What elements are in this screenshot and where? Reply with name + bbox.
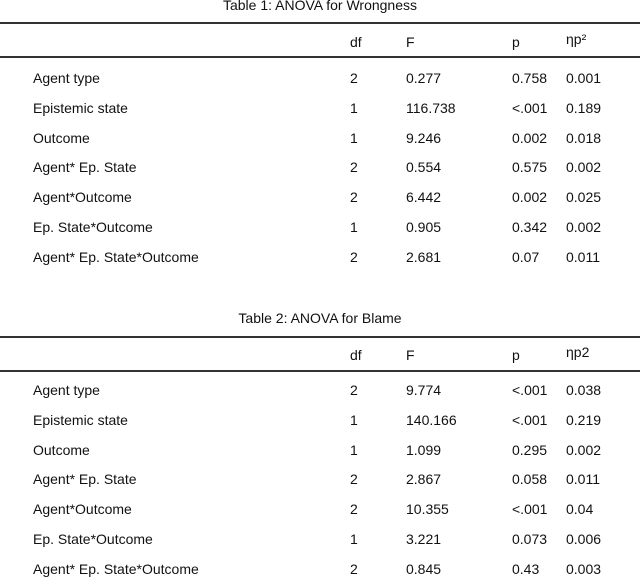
column-header: p xyxy=(512,347,520,363)
cell-value: 2 xyxy=(350,560,358,577)
table-row xyxy=(0,471,640,491)
table-title: Table 1: ANOVA for Wrongness xyxy=(222,0,418,13)
row-label: Ep. State*Outcome xyxy=(33,219,153,235)
table-row xyxy=(0,442,640,462)
header-rule xyxy=(0,56,640,58)
cell-value: <.001 xyxy=(512,382,548,398)
cell-value: 9.246 xyxy=(406,129,442,146)
cell-value: 1 xyxy=(350,99,358,116)
row-label: Agent* Ep. State*Outcome xyxy=(33,560,199,577)
cell-value: 0.002 xyxy=(512,189,548,206)
cell-value: 0.758 xyxy=(512,70,548,86)
cell-value: 0.002 xyxy=(566,219,602,235)
table-row xyxy=(0,382,640,402)
cell-value: 0.43 xyxy=(512,560,540,577)
cell-value: 0.002 xyxy=(566,441,602,458)
table-row xyxy=(0,189,640,209)
column-header: ηp² xyxy=(566,31,587,47)
table-title: Table 2: ANOVA for Blame xyxy=(238,310,402,326)
cell-value: 0.001 xyxy=(566,70,602,86)
cell-value: 0.905 xyxy=(406,219,442,235)
cell-value: 0.011 xyxy=(566,471,600,488)
row-label: Outcome xyxy=(33,441,90,458)
cell-value: 0.295 xyxy=(512,441,548,458)
table-row xyxy=(0,100,640,120)
cell-value: 0.058 xyxy=(512,471,548,488)
cell-value: 1 xyxy=(350,441,358,458)
cell-value: 2 xyxy=(350,382,358,398)
table-row xyxy=(0,219,640,239)
cell-value: <.001 xyxy=(512,411,548,428)
cell-value: 2 xyxy=(350,70,358,86)
top-rule xyxy=(0,22,640,24)
column-header: F xyxy=(406,34,415,50)
header-rule xyxy=(0,370,640,372)
cell-value: 0.038 xyxy=(566,382,602,398)
row-label: Agent type xyxy=(33,382,100,398)
row-label: Agent* Ep. State xyxy=(33,471,137,488)
cell-value: 1 xyxy=(350,129,358,146)
cell-value: 2.867 xyxy=(406,471,442,488)
cell-value: 10.355 xyxy=(406,501,449,518)
cell-value: 0.04 xyxy=(566,501,594,518)
cell-value: 0.002 xyxy=(512,129,548,146)
row-label: Agent* Ep. State xyxy=(33,159,137,176)
table-row xyxy=(0,159,640,179)
row-label: Outcome xyxy=(33,129,90,146)
cell-value: 2 xyxy=(350,248,358,265)
cell-value: 1 xyxy=(350,411,358,428)
row-label: Agent type xyxy=(33,70,100,86)
cell-value: <.001 xyxy=(512,501,548,518)
row-label: Agent*Outcome xyxy=(33,501,132,518)
cell-value: 2.681 xyxy=(406,248,442,265)
row-label: Agent*Outcome xyxy=(33,189,132,206)
table-row xyxy=(0,531,640,551)
row-label: Ep. State*Outcome xyxy=(33,531,153,547)
cell-value: 1.099 xyxy=(406,441,442,458)
table-row xyxy=(0,70,640,90)
cell-value: 0.342 xyxy=(512,219,548,235)
cell-value: 0.002 xyxy=(566,159,602,176)
cell-value: 0.003 xyxy=(566,560,602,577)
row-label: Agent* Ep. State*Outcome xyxy=(33,248,199,265)
cell-value: 140.166 xyxy=(406,411,457,428)
cell-value: 0.011 xyxy=(566,248,600,265)
column-header: df xyxy=(350,347,362,363)
top-rule xyxy=(0,336,640,338)
cell-value: 1 xyxy=(350,531,358,547)
cell-value: 0.189 xyxy=(566,99,602,116)
cell-value: 0.073 xyxy=(512,531,548,547)
table-row xyxy=(0,249,640,269)
column-header: p xyxy=(512,34,520,50)
cell-value: 2 xyxy=(350,471,358,488)
row-label: Epistemic state xyxy=(33,99,128,116)
cell-value: 2 xyxy=(350,159,358,176)
cell-value: 6.442 xyxy=(406,189,442,206)
cell-value: 0.018 xyxy=(566,129,602,146)
column-header: ηp2 xyxy=(566,344,590,360)
cell-value: 116.738 xyxy=(406,99,456,116)
cell-value: 0.845 xyxy=(406,560,442,577)
table-row xyxy=(0,130,640,150)
table-row xyxy=(0,561,640,581)
cell-value: 2 xyxy=(350,501,358,518)
cell-value: 3.221 xyxy=(406,531,442,547)
column-header: df xyxy=(350,34,362,50)
cell-value: <.001 xyxy=(512,99,548,116)
header-row xyxy=(0,31,640,54)
cell-value: 0.219 xyxy=(566,411,602,428)
cell-value: 9.774 xyxy=(406,382,442,398)
cell-value: 0.07 xyxy=(512,248,540,265)
row-label: Epistemic state xyxy=(33,411,128,428)
header-row xyxy=(0,344,640,367)
cell-value: 0.006 xyxy=(566,531,602,547)
cell-value: 1 xyxy=(350,219,358,235)
cell-value: 2 xyxy=(350,189,358,206)
cell-value: 0.277 xyxy=(406,70,442,86)
cell-value: 0.575 xyxy=(512,159,548,176)
column-header: F xyxy=(406,347,415,363)
table-row xyxy=(0,412,640,432)
cell-value: 0.554 xyxy=(406,159,442,176)
table-row xyxy=(0,501,640,521)
cell-value: 0.025 xyxy=(566,189,602,206)
